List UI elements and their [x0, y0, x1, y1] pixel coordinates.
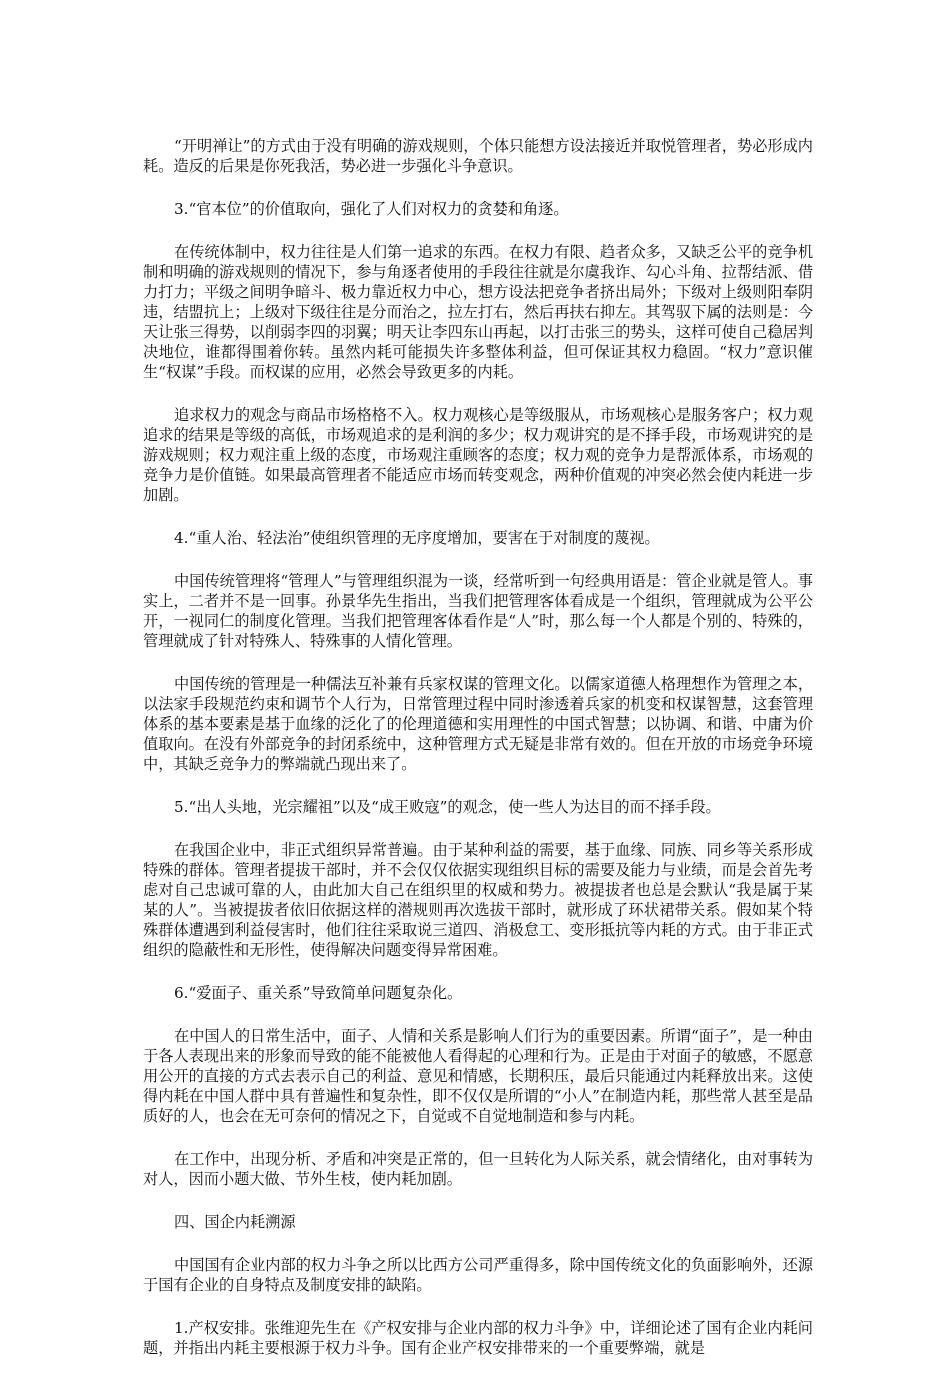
paragraph: 中国传统管理将“管理人”与管理组织混为一谈，经常听到一句经典用语是：管企业就是管人。事实上，二者并不是一回事。孙景华先生指出，当我们把管理客体看成是一个组织，管理就成为公平公开，一视同仁的制度化管理。当我们把管理客体看作是“人”时，那么每一个人都是个别的、特殊的，管理就成了针对特殊人、特殊事的人情化管理。 [143, 572, 813, 650]
paragraph: 追求权力的观念与商品市场格格不入。权力观核心是等级服从，市场观核心是服务客户；权力观追求的结果是等级的高低，市场观追求的是利润的多少；权力观讲究的是不择手段，市场观讲究的是游戏规则；权力观注重上级的态度，市场观注重顾客的态度；权力观的竞争力是帮派体系，市场观的竞争力是价值链。如果最高管理者不能适应市场而转变观念，两种价值观的冲突必然会使内耗进一步加剧。 [143, 406, 813, 504]
paragraph: 在传统体制中，权力往往是人们第一追求的东西。在权力有限、趋者众多，又缺乏公平的竞争机制和明确的游戏规则的情况下，参与角逐者使用的手段往往就是尔虞我诈、勾心斗角、拉帮结派、借力打力；平级之间明争暗斗、极力靠近权力中心，想方设法把竞争者挤出局外；下级对上级则阳奉阴违，结盟抗上；上级对下级往往是分而治之，拉左打右，然后再扶右抑左。其驾驭下属的法则是：今天让张三得势，以削弱李四的羽翼；明天让李四东山再起，以打击张三的势头，这样可使自己稳居判决地位，谁都得围着你转。虽然内耗可能损失许多整体利益，但可保证其权力稳固。“权力”意识催生“权谋”手段。而权谋的应用，必然会导致更多的内耗。 [143, 243, 813, 381]
paragraph: 在我国企业中，非正式组织异常普遍。由于某种利益的需要，基于血缘、同族、同乡等关系形成特殊的群体。管理者提拔干部时，并不会仅仅依据实现组织目标的需要及能力与业绩，而是会首先考虑对自己忠诚可靠的人，由此加大自己在组织里的权威和势力。被提拔者也总是会默认“我是属于某某的人”。当被提拔者依旧依据这样的潜规则再次选拔干部时，就形成了环状裙带关系。假如某个特殊群体遭遇到利益侵害时，他们往往采取说三道四、消极怠工、变形抵抗等内耗的方式。由于非正式组织的隐蔽性和无形性，使得解决问题变得异常困难。 [143, 841, 813, 959]
section-heading: 3.“官本位”的价值取向，强化了人们对权力的贪婪和角逐。 [174, 200, 569, 218]
paragraph: 1.产权安排。张维迎先生在《产权安排与企业内部的权力斗争》中，详细论述了国有企业内耗问题，并指出内耗主要根源于权力斗争。国有企业产权安排带来的一个重要弊端，就是 [143, 1319, 813, 1357]
document-body [143, 136, 813, 1381]
paragraph: 在中国人的日常生活中，面子、人情和关系是影响人们行为的重要因素。所谓“面子”，是一种由于各人表现出来的形象而导致的能不能被他人看得起的心理和行为。正是由于对面子的敏感，不愿意用公开的直接的方式去表示自己的利益、意见和情感，长期积压，最后只能通过内耗释放出来。这使得内耗在中国人群中具有普遍性和复杂性，即不仅仅是所谓的“小人”在制造内耗，那些常人甚至是品质好的人，也会在无可奈何的情况之下，自觉或不自觉地制造和参与内耗。 [143, 1027, 813, 1125]
paragraph: 在工作中，出现分析、矛盾和冲突是正常的，但一旦转化为人际关系，就会情绪化，由对事转为对人，因而小题大做、节外生枝，使内耗加剧。 [143, 1150, 813, 1188]
paragraph: “开明禅让”的方式由于没有明确的游戏规则，个体只能想方设法接近并取悦管理者，势必形成内耗。造反的后果是你死我活，势必进一步强化斗争意识。 [143, 137, 813, 175]
section-heading: 5.“出人头地，光宗耀祖”以及“成王败寇”的观念，使一些人为达目的而不择手段。 [174, 798, 721, 816]
section-heading: 6.“爱面子、重关系”导致简单问题复杂化。 [174, 984, 463, 1002]
section-heading: 四、国企内耗溯源 [174, 1213, 296, 1231]
paragraph: 中国国有企业内部的权力斗争之所以比西方公司严重得多，除中国传统文化的负面影响外，还源于国有企业的自身特点及制度安排的缺陷。 [143, 1256, 813, 1294]
paragraph: 中国传统的管理是一种儒法互补兼有兵家权谋的管理文化。以儒家道德人格理想作为管理之本，以法家手段规范约束和调节个人行为，日常管理过程中同时渗透着兵家的机变和权谋智慧，这套管理体系的基本要素是基于血缘的泛化了的伦理道德和实用理性的中国式智慧；以协调、和谐、中庸为价值取向。在没有外部竞争的封闭系统中，这种管理方式无疑是非常有效的。但在开放的市场竞争环境中，其缺乏竞争力的弊端就凸现出来了。 [143, 675, 813, 773]
section-heading: 4.“重人治、轻法治”使组织管理的无序度增加，要害在于对制度的蔑视。 [174, 529, 660, 547]
